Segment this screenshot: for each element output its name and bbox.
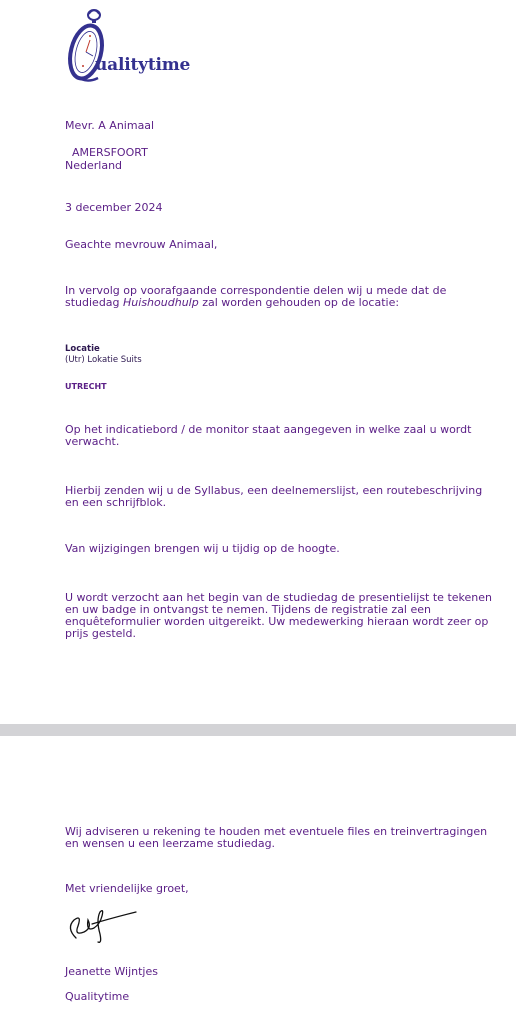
qualitytime-logo (64, 4, 204, 82)
logo-wordmark: ualitytime (95, 55, 191, 75)
letter-date: 3 december 2024 (65, 201, 163, 214)
intro-paragraph (65, 285, 495, 309)
salutation: Geachte mevrouw Animaal, (65, 238, 218, 251)
enclosures-paragraph: Hierbij zenden wij u de Syllabus, een deelnemerslijst, een routebeschrijving en een schrijfblok. (65, 484, 483, 509)
advice-paragraph: Wij adviseren u rekening te houden met eventuele files en treinvertragingen en wensen u een leerzame studiedag. (65, 825, 488, 850)
changes-paragraph: Van wijzigingen brengen wij u tijdig op de hoogte. (65, 542, 340, 555)
recipient-country: Nederland (65, 159, 123, 172)
location-label: Locatie (65, 344, 100, 354)
recipient-city: AMERSFOORT (72, 146, 148, 159)
sender-name: Jeanette Wijntjes (65, 965, 158, 978)
letter-page-2 (0, 736, 516, 1024)
sender-organisation: Qualitytime (65, 990, 130, 1003)
closing: Met vriendelijke groet, (65, 882, 189, 895)
location-name: (Utr) Lokatie Suits (65, 355, 142, 365)
course-name: Huishoudhulp (123, 296, 199, 309)
handwritten-signature (62, 898, 142, 948)
recipient-name: Mevr. A Animaal (65, 119, 155, 132)
monitor-paragraph: Op het indicatiebord / de monitor staat aangegeven in welke zaal u wordt verwacht. (65, 423, 472, 448)
intro-text-before: In vervolg op voorafgaande correspondentie delen wij u mede dat de studiedag (65, 284, 447, 309)
page-divider (0, 724, 516, 736)
intro-text-after: zal worden gehouden op de locatie: (198, 296, 400, 309)
registration-paragraph: U wordt verzocht aan het begin van de studiedag de presentielijst te tekenen en uw badge in ontvangst te nemen. Tijdens de registratie zal een enquêteformulier worden uitgereikt. Uw medewerking hieraan wordt zeer op prijs gesteld. (65, 591, 492, 640)
location-city: UTRECHT (65, 382, 107, 391)
